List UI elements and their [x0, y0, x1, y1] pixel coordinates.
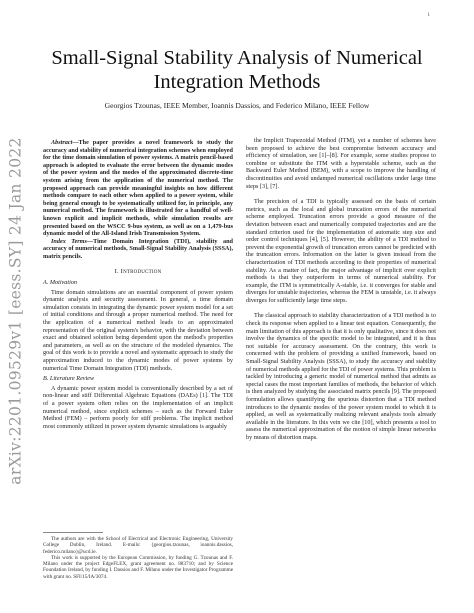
- left-column: [43, 139, 233, 430]
- paragraph-gap: [246, 304, 436, 312]
- body-paragraph: The precision of a TDI is typically assessed on the basis of certain metrics, such as the local and global truncation errors of the numerical scheme employed. Truncation errors provide a good measure of the deviation between exact and numerically computed trajectories and are the standard criterion used for the implementation of automatic step size and order control techniques [4], [5]. However, the ability of a TDI method to prevent the exponential growth of truncation errors cannot be predicted with the truncation errors. Information on the latter is given instead from the characterization of TDI methods according to their properties of numerical stability. As a matter of fact, the major advantage of implicit over explicit methods is that they outperform in terms of numerical stability. For example, the ITM is symmetrically A-stable, i.e. it converges for stable and diverges for unstable trajectories, whereas the FEM is unstable, i.e. it always diverges for sufficiently large time steps.: [246, 198, 436, 304]
- paper-title: Small-Signal Stability Analysis of Numerical Integration Methods: [51, 47, 423, 93]
- footnotes: [43, 532, 233, 580]
- arxiv-id: arXiv:2201.09529v1 [eess.SY] 24 Jan 2022: [7, 137, 25, 485]
- index-terms-lead: Index Terms: [51, 237, 87, 245]
- index-terms-text: —Time Domain Integration (TDI), stability and accuracy of numerical methods, Small-Signal Stability Analysis (SSSA), matrix pencils.: [43, 237, 233, 260]
- body-paragraph: the Implicit Trapezoidal Method (ITM), yet a number of schemes have been proposed to achieve the best compromise between accuracy and efficiency of simulation, see [1]–[8]. For example, some studies propose to combine or substitute the ITM with a hyperstable scheme, such as the Backward Euler Method (BEM), with a scope to improve the handling of discontinuities and avoid undamped numerical oscillations under large time steps [3], [7].: [246, 137, 436, 190]
- section-heading-introduction: I. Introduction: [114, 267, 162, 275]
- literature-review-paragraph: A dynamic power system model is conventionally described by a set of non-linear and stiff Differential Algebraic Equations (DAEs) [1]. The TDI of a power system often relies on the implementation of an implicit numerical method, since explicit schemes – such as the Forward Euler Method (FEM) – perform poorly for stiff problems. The implicit method most commonly utilized in power system dynamic simulations is arguably: [43, 384, 233, 430]
- right-column: [246, 137, 436, 442]
- footnote-affiliation: The authors are with the School of Electrical and Electronic Engineering, University College Dublin, Ireland. E-mails: {georgios.tzounas, ioannis.dassios, federico.milano}@ucd.ie.: [43, 536, 233, 555]
- footnote-funding: This work is supported by the European Commission, by funding G. Tzounas and F. Milano under the project EdgeFLEX, grant agreement no. 883710; and by Science Foundation Ireland, by funding I. Dassios and F. Milano under the Investigator Programme with grant no. SFI/15/IA/3074.: [43, 554, 233, 580]
- abstract: [43, 139, 233, 238]
- subsection-heading-motivation: A. Motivation: [43, 279, 78, 287]
- abstract-lead: Abstract: [51, 139, 73, 146]
- arxiv-stamp: [8, 96, 24, 526]
- page-number: 1: [427, 13, 430, 18]
- paragraph-gap: [246, 190, 436, 198]
- index-terms: [43, 238, 233, 261]
- author-line: Georgios Tzounas, IEEE Member, Ioannis Dassios, and Federico Milano, IEEE Fellow: [104, 101, 370, 110]
- abstract-text: —The paper provides a novel framework to study the accuracy and stability of numerical integration schemes when employed for the time domain simulation of power systems. A matrix pencil-based approach is adopted to evaluate the error between the dynamic modes of the power system and the modes of the approximated discrete-time system arising from the application of the numerical method. The proposed approach can provide meaningful insights on how different methods compare to each other when applied to a power system, while being general enough to be systematically utilized for, in principle, any numerical method. The framework is illustrated for a handful of well-known explicit and implicit methods, while simulation results are presented based on the WSCC 9-bus system, as well as on a 1,479-bus dynamic model of the All-Island Irish Transmission System.: [43, 139, 233, 238]
- motivation-paragraph: Time domain simulations are an essential component of power system dynamic analysis and security assessment. In general, a time domain simulation consists in integrating the dynamic power system model for a set of initial conditions and through a proper numerical method. The need for the application of a numerical method leads to an approximated representation of the original system's behavior, with the deviation between exact and obtained solution being dependent upon the method's properties and parameters, as well as on the structure of the modeled dynamics. The goal of this work is to provide a novel and systematic approach to study the approximation induced to the dynamic modes of power systems by numerical Time Domain Integration (TDI) methods.: [43, 288, 233, 372]
- body-paragraph: The classical approach to stability characterization of a TDI method is to check its response when applied to a linear test equation. Consequently, the main limitation of this approach is that it is only qualitative, since it does not involve the dynamics of the specific model to be integrated, and it is thus not suitable for accuracy assessment. On the contrary, this work is concerned with the problem of providing a unified framework, based on Small-Signal Stability Analysis (SSSA), to study the accuracy and stability of numerical methods applied for the TDI of power systems. This problem is tackled by introducing a generic model of numerical method that admits as special cases the most important families of methods, the behavior of which is then analyzed by studying the associated matrix pencils [9]. The proposed formulation allows quantifying the spurious distortion that a TDI method introduces to the dynamic modes of the power system model to which it is applied, as well as systematically realizing relevant analysis tools already available in the literature. In this vein we cite [10], which presents a tool to assess the numerical approximation of the motion of simple linear networks by means of distortion maps.: [246, 312, 436, 441]
- footnote-rule: [43, 532, 103, 533]
- subsection-heading-literature-review: B. Literature Review: [43, 375, 95, 383]
